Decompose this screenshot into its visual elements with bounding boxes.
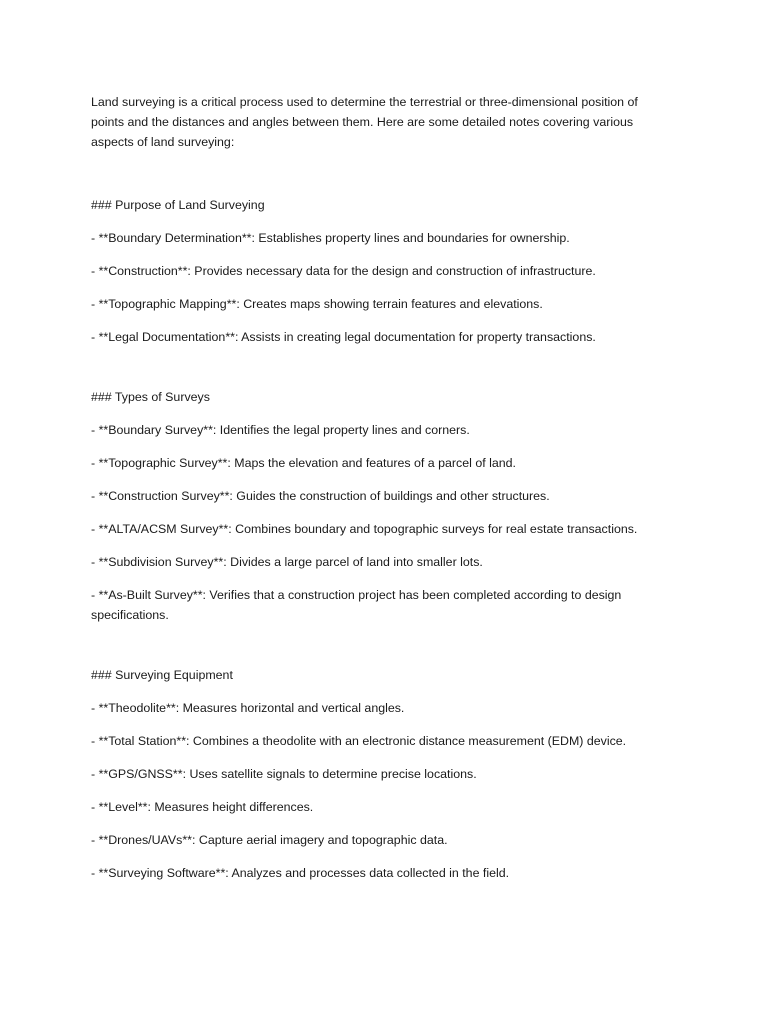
list-item: - **ALTA/ACSM Survey**: Combines boundary and topographic surveys for real estate transactions. [91, 522, 638, 536]
document-page [91, 92, 671, 896]
list-item: - **Level**: Measures height differences. [91, 800, 314, 814]
list-item: - **Topographic Survey**: Maps the elevation and features of a parcel of land. [91, 456, 516, 470]
list-item: - **Drones/UAVs**: Capture aerial imagery and topographic data. [91, 833, 448, 847]
list-item: - **Legal Documentation**: Assists in creating legal documentation for property transactions. [91, 330, 596, 344]
section-heading: ### Surveying Equipment [91, 668, 233, 682]
intro-paragraph: Land surveying is a critical process used to determine the terrestrial or three-dimensional position of points and the distances and angles between them. Here are some detailed notes covering various aspects of land surveying: [91, 95, 638, 149]
section-equipment [91, 665, 671, 883]
list-item: - **Construction**: Provides necessary data for the design and construction of infrastructure. [91, 264, 596, 278]
list-item: - **Topographic Mapping**: Creates maps showing terrain features and elevations. [91, 297, 543, 311]
list-item: - **Boundary Determination**: Establishes property lines and boundaries for ownership. [91, 231, 570, 245]
section-purpose [91, 195, 671, 347]
list-item: - **Total Station**: Combines a theodolite with an electronic distance measurement (EDM) device. [91, 734, 627, 748]
list-item: - **Boundary Survey**: Identifies the legal property lines and corners. [91, 423, 470, 437]
list-item: - **Surveying Software**: Analyzes and processes data collected in the field. [91, 866, 510, 880]
section-heading: ### Types of Surveys [91, 390, 210, 404]
list-item: - **Subdivision Survey**: Divides a large parcel of land into smaller lots. [91, 555, 483, 569]
section-heading: ### Purpose of Land Surveying [91, 198, 265, 212]
list-item: - **Theodolite**: Measures horizontal and vertical angles. [91, 701, 405, 715]
list-item: - **As-Built Survey**: Verifies that a construction project has been completed according to design specifications. [91, 588, 622, 622]
list-item: - **GPS/GNSS**: Uses satellite signals to determine precise locations. [91, 767, 477, 781]
list-item: - **Construction Survey**: Guides the construction of buildings and other structures. [91, 489, 550, 503]
section-types [91, 387, 671, 625]
